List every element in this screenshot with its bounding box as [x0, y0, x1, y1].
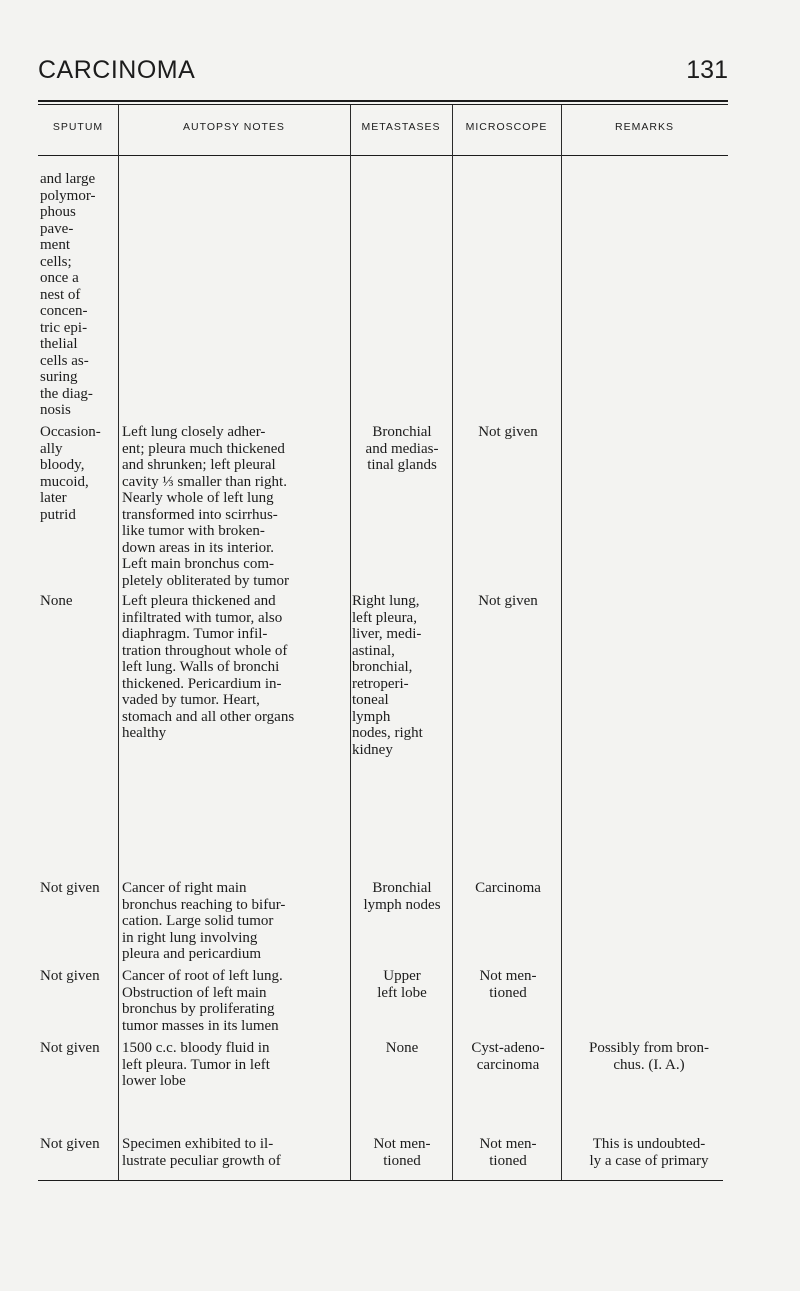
column-header-microscope: MICROSCOPE [465, 121, 548, 133]
table-cell-autopsy-notes: Cancer of root of left lung. Obstruction of left main bronchus by proliferating tumor masses in its lumen [122, 968, 283, 1034]
table-cell-sputum: and large polymor- phous pave- ment cells; once a nest of concen- tric epi- thelial cells as- suring the diag- nosis [40, 171, 96, 418]
header-bottom-rule [38, 155, 728, 156]
table-cell-metastases: Upper left lobe [377, 968, 427, 1001]
column-divider [452, 105, 453, 1180]
table-top-rule [38, 100, 728, 102]
table-cell-sputum: Occasion- ally bloody, mucoid, later putrid [40, 424, 101, 523]
table-cell-metastases: None [385, 1040, 419, 1056]
table-cell-microscope: Not given [478, 593, 538, 609]
table-cell-metastases: Right lung, left pleura, liver, medi- astinal, bronchial, retroperi- toneal lymph nodes, right kidney [352, 593, 423, 758]
table-cell-remarks: This is undoubted- ly a case of primary [589, 1136, 709, 1169]
column-divider [118, 105, 119, 1180]
table-cell-metastases: Bronchial lymph nodes [363, 880, 441, 913]
table-cell-microscope: Carcinoma [475, 880, 541, 896]
column-header-sputum: SPUTUM [52, 121, 104, 133]
table-cell-sputum: Not given [40, 1040, 100, 1056]
table-cell-sputum: Not given [40, 968, 100, 984]
column-header-remarks: REMARKS [615, 121, 674, 133]
table-cell-sputum: None [40, 593, 73, 609]
table-cell-autopsy-notes: Left lung closely adher- ent; pleura much thickened and shrunken; left pleural cavity ⅓ smaller than right. Nearly whole of left lung transformed into scirrhus- like tumor with broken- down areas in its interior. Left main bronchus com- pletely obliterated by tumor [122, 424, 290, 589]
table-cell-metastases: Bronchial and medias- tinal glands [365, 424, 439, 473]
table-top-rule-thin [38, 104, 728, 105]
table-cell-microscope: Not men- tioned [479, 968, 537, 1001]
table-cell-autopsy-notes: 1500 c.c. bloody fluid in left pleura. Tumor in left lower lobe [122, 1040, 270, 1089]
running-head [38, 55, 728, 91]
table-bottom-rule [38, 1180, 723, 1181]
table-cell-autopsy-notes: Specimen exhibited to il- lustrate peculiar growth of [122, 1136, 281, 1169]
table-cell-autopsy-notes: Left pleura thickened and infiltrated with tumor, also diaphragm. Tumor infil- tration throughout whole of left lung. Walls of bronchi thickened. Pericardium in- vaded by tumor. Heart, stomach and all other organs healthy [122, 593, 295, 741]
table-cell-microscope: Not given [478, 424, 538, 440]
table-cell-sputum: Not given [40, 1136, 100, 1152]
table-cell-autopsy-notes: Cancer of right main bronchus reaching to bifur- cation. Large solid tumor in right lung involving pleura and pericardium [122, 880, 286, 962]
table-cell-microscope: Cyst-adeno- carcinoma [471, 1040, 545, 1073]
column-divider [561, 105, 562, 1180]
column-header-metastases: METASTASES [361, 121, 441, 133]
page-number: 131 [686, 56, 728, 84]
table-cell-microscope: Not men- tioned [479, 1136, 537, 1169]
table-cell-remarks: Possibly from bron- chus. (I. A.) [589, 1040, 709, 1073]
column-header-autopsy-notes: AUTOPSY NOTES [183, 121, 285, 133]
chapter-title: CARCINOMA [38, 56, 196, 84]
column-divider [350, 105, 351, 1180]
table-cell-sputum: Not given [40, 880, 100, 896]
table-cell-metastases: Not men- tioned [373, 1136, 431, 1169]
